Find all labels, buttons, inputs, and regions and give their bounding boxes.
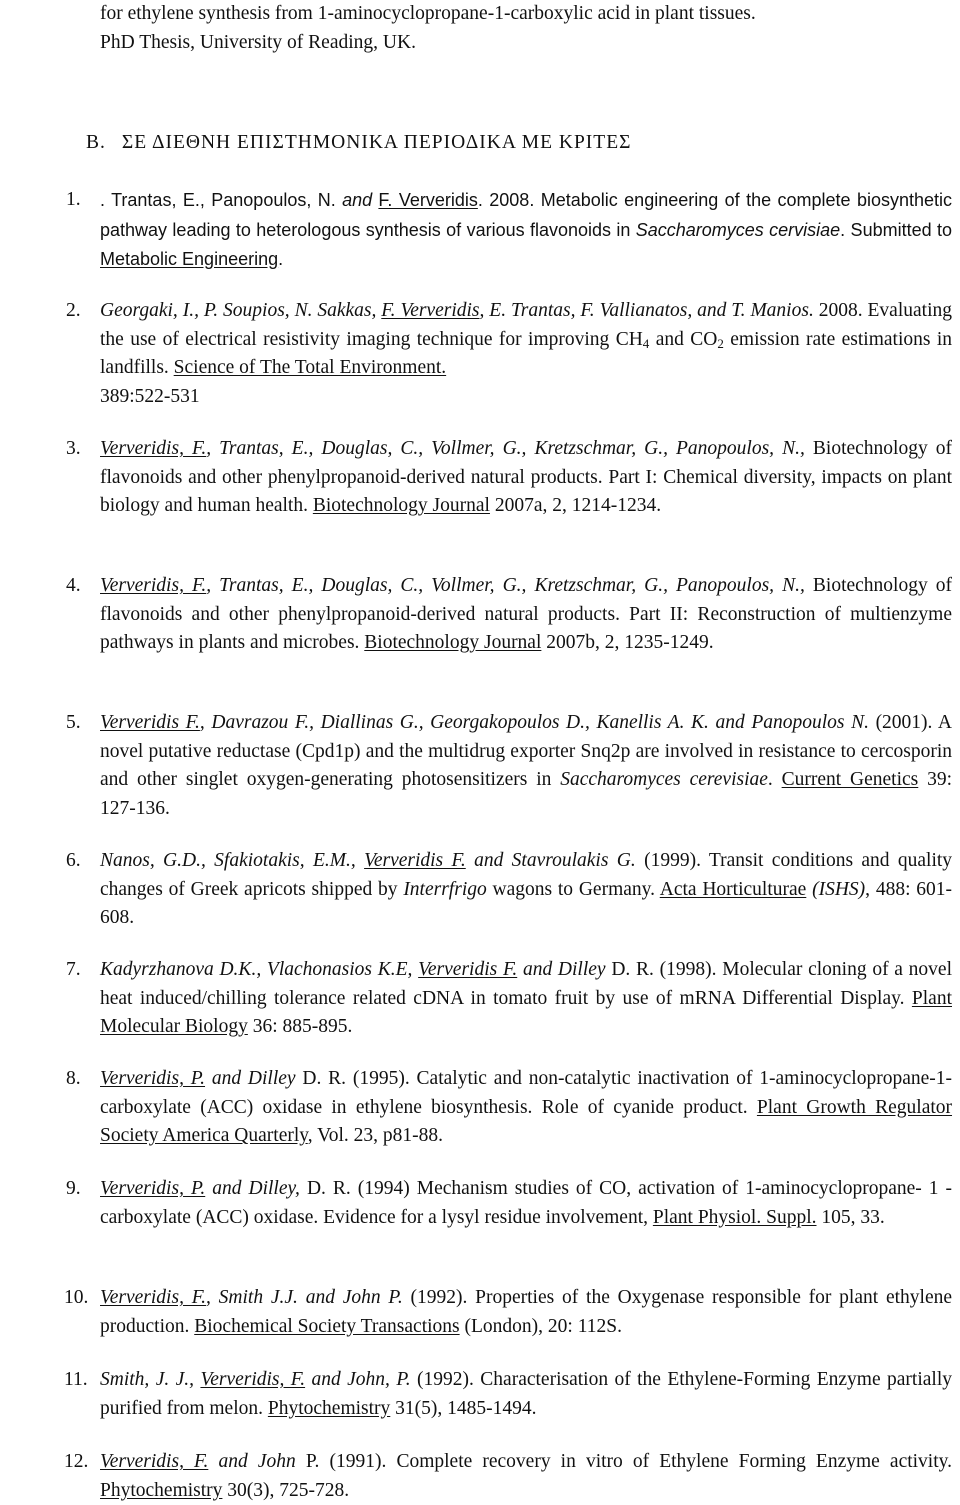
reference-text: (2001). A novel putative reductase (Cpd1p) and the multidrug exporter Snq2p are involved in resistance to cercosporin and other singlet oxygen-generating photosensitizers in bbox=[100, 712, 953, 790]
reference-number: 4. bbox=[66, 575, 81, 596]
reference-text: 30(3), 725-728. bbox=[227, 1479, 350, 1501]
reference-author-link[interactable]: F. Ververidis bbox=[378, 190, 478, 210]
reference-journal-link[interactable]: Biotechnology Journal bbox=[312, 495, 490, 516]
reference-item bbox=[64, 1448, 953, 1505]
reference-journal-link[interactable]: Metabolic Engineering bbox=[100, 249, 279, 269]
reference-text: P. (1991). Complete recovery in vitro of Ethylene Forming Enzyme activity. bbox=[305, 1451, 953, 1472]
section-heading bbox=[86, 129, 926, 158]
reference-number: 7. bbox=[66, 959, 81, 980]
reference-number: 1. bbox=[66, 189, 81, 210]
reference-text: (London), 20: 112S. bbox=[464, 1315, 622, 1337]
reference-author-link[interactable]: Ververidis F. bbox=[364, 850, 466, 871]
reference-text: 2 bbox=[717, 335, 724, 351]
reference-author-link[interactable]: Ververidis, F. bbox=[200, 1369, 306, 1390]
reference-text: 36: 885-895. bbox=[252, 1016, 353, 1037]
reference-text: (1992). Properties of the Oxygenase responsible for plant ethylene production. bbox=[100, 1287, 953, 1337]
reference-text: Smith, J. J., bbox=[100, 1369, 195, 1390]
reference-author-link[interactable]: Ververidis F. bbox=[418, 959, 518, 980]
reference-item bbox=[66, 847, 953, 933]
reference-text: 31(5), 1485-1494. bbox=[395, 1397, 537, 1419]
reference-text: , Vol. 23, p81-88. bbox=[307, 1125, 444, 1146]
reference-author-link[interactable]: Ververidis, F. bbox=[100, 438, 207, 459]
reference-text: . bbox=[767, 769, 773, 790]
reference-text: Biotechnology of flavonoids and other phenylpropanoid-derived natural products. Part I: Chemical diversity, impacts on plant biology and human health. bbox=[100, 438, 952, 516]
reference-text: Kadyrzhanova D.K., Vlachonasios K.E, bbox=[100, 959, 413, 980]
reference-text: and CO bbox=[655, 328, 718, 350]
reference-text: 2007a, 2, 1214-1234. bbox=[494, 495, 662, 516]
reference-number: 5. bbox=[66, 712, 81, 733]
reference-text: , Davrazou F., Diallinas G., Georgakopoulos D., Kanellis A. K. and Panopoulos N. bbox=[199, 712, 869, 733]
reference-journal-link[interactable]: Plant Growth Regulator Society America Quarterly bbox=[100, 1096, 953, 1146]
reference-text: . Trantas, E., Panopoulos, N. bbox=[100, 190, 336, 210]
reference-item bbox=[66, 1175, 953, 1232]
reference-number: 8. bbox=[66, 1068, 81, 1089]
section-title: ΣΕ ΔΙΕΘΝΗ ΕΠΙΣΤΗΜΟΝΙΚΑ ΠΕΡΙΟΔΙΚΑ ΜΕ ΚΡΙΤΕΣ bbox=[121, 132, 632, 153]
reference-text: and bbox=[342, 190, 373, 210]
intro-paragraph bbox=[100, 0, 952, 57]
reference-text: Interrfrigo bbox=[403, 878, 487, 900]
reference-text: Georgaki, I., P. Soupios, N. Sakkas, bbox=[100, 300, 377, 321]
reference-text: Nanos, G.D., Sfakiotakis, E.M., bbox=[100, 850, 356, 871]
reference-text: and John bbox=[218, 1451, 296, 1472]
reference-number: 3. bbox=[66, 438, 81, 459]
reference-author-link[interactable]: Ververidis, P. bbox=[100, 1068, 206, 1089]
reference-item bbox=[66, 435, 952, 521]
reference-author-link[interactable]: Ververidis, P. bbox=[100, 1178, 206, 1199]
reference-item bbox=[66, 709, 953, 823]
reference-author-link[interactable]: F. Ververidis bbox=[381, 300, 480, 321]
reference-text: Saccharomyces cerevisiae bbox=[560, 769, 768, 790]
reference-item bbox=[66, 956, 952, 1042]
reference-text: Saccharomyces cervisiae bbox=[635, 219, 841, 240]
reference-author-link[interactable]: Ververidis, F. bbox=[100, 575, 207, 596]
reference-text: 2008. Evaluating the use of electrical resistivity imaging technique for improving CH bbox=[100, 300, 952, 350]
reference-text: D. R. (1994) Mechanism studies of CO, activation of 1-aminocyclopropane- 1 -carboxylate (ACC) oxidase. Evidence for a lysyl residue involvement, bbox=[100, 1178, 953, 1228]
reference-text: (ISHS) bbox=[812, 878, 866, 900]
reference-text: wagons to Germany. bbox=[492, 878, 656, 900]
reference-text: 389:522-531 bbox=[100, 385, 200, 407]
reference-journal-link[interactable]: Science of The Total Environment. bbox=[173, 357, 447, 378]
section-number: B. bbox=[86, 132, 106, 153]
reference-text: and John, P. bbox=[311, 1369, 411, 1390]
reference-journal-link[interactable]: Phytochemistry bbox=[100, 1479, 223, 1501]
reference-number: 11. bbox=[64, 1369, 88, 1390]
reference-text: 4 bbox=[642, 335, 650, 351]
reference-number: 2. bbox=[66, 300, 81, 321]
reference-text: (1999). Transit conditions and quality changes of Greek apricots shipped by bbox=[100, 850, 953, 900]
reference-number: 12. bbox=[64, 1451, 89, 1472]
reference-text: D. R. (1998). Molecular cloning of a novel heat induced/chilling tolerance related cDNA in tomato fruit by use of mRNA Differential Display. bbox=[100, 959, 952, 1009]
reference-text: . bbox=[278, 249, 284, 269]
reference-journal-link[interactable]: Phytochemistry bbox=[267, 1397, 391, 1419]
reference-journal-link[interactable]: Biotechnology Journal bbox=[364, 632, 542, 653]
reference-journal-link[interactable]: Current Genetics bbox=[781, 769, 919, 790]
reference-author-link[interactable]: Ververidis, F. bbox=[100, 1287, 206, 1308]
reference-text: , E. Trantas, F. Vallianatos, and T. Manios. bbox=[479, 300, 814, 321]
reference-journal-link[interactable]: Plant Molecular Biology bbox=[100, 987, 952, 1037]
reference-item bbox=[64, 1366, 952, 1423]
reference-text: emission rate estimations in landfills. bbox=[100, 328, 953, 378]
reference-item bbox=[66, 572, 952, 658]
reference-author-link[interactable]: Ververidis F. bbox=[100, 712, 200, 733]
reference-text: , Trantas, E., Douglas, C., Vollmer, G., Kretzschmar, G., Panopoulos, N., bbox=[206, 438, 805, 459]
reference-journal-link[interactable]: Biochemical Society Transactions bbox=[194, 1315, 460, 1337]
reference-text: (1992). Characterisation of the Ethylene-Forming Enzyme partially purified from melon. bbox=[100, 1369, 952, 1419]
reference-text: , 488: 601-608. bbox=[100, 878, 953, 928]
reference-text: . 2008. Metabolic engineering of the complete biosynthetic pathway leading to heterologous synthesis of various flavonoids in bbox=[100, 190, 953, 240]
reference-item bbox=[66, 297, 953, 411]
reference-text: 39: 127-136. bbox=[100, 769, 952, 819]
reference-number: 9. bbox=[66, 1178, 81, 1199]
reference-number: 10. bbox=[64, 1287, 89, 1308]
intro-line-2: PhD Thesis, University of Reading, UK. bbox=[100, 31, 416, 53]
reference-text: and Dilley bbox=[522, 959, 606, 980]
reference-author-link[interactable]: Ververidis, F. bbox=[100, 1451, 209, 1472]
reference-journal-link[interactable]: Plant Physiol. Suppl. bbox=[652, 1206, 817, 1228]
reference-text: 2007b, 2, 1235-1249. bbox=[546, 632, 714, 653]
reference-item bbox=[66, 186, 953, 275]
reference-text: Biotechnology of flavonoids and other phenylpropanoid-derived natural products. Part II: Reconstruction of multienzyme pathways in plants and microbes. bbox=[100, 575, 952, 653]
reference-text: and Dilley, bbox=[212, 1178, 300, 1199]
reference-text: and Dilley bbox=[211, 1068, 296, 1089]
reference-item bbox=[66, 1065, 953, 1151]
intro-line-1: for ethylene synthesis from 1-aminocyclopropane-1-carboxylic acid in plant tissues. bbox=[100, 3, 756, 24]
reference-journal-link[interactable]: Acta Horticulturae bbox=[659, 878, 807, 900]
reference-text: , Smith J.J. and John P. bbox=[206, 1287, 403, 1308]
reference-text: . Submitted to bbox=[840, 219, 953, 240]
reference-item bbox=[64, 1284, 953, 1341]
reference-text: D. R. (1995). Catalytic and non-catalytic inactivation of 1-aminocyclopropane-1-carboxylate (ACC) oxidase in ethylene biosynthesis. Role of cyanide product. bbox=[100, 1068, 953, 1118]
reference-text: , Trantas, E., Douglas, C., Vollmer, G., Kretzschmar, G., Panopoulos, N., bbox=[206, 575, 805, 596]
reference-number: 6. bbox=[66, 850, 81, 871]
reference-text: and Stavroulakis G. bbox=[474, 850, 636, 871]
reference-text: 105, 33. bbox=[821, 1206, 885, 1228]
